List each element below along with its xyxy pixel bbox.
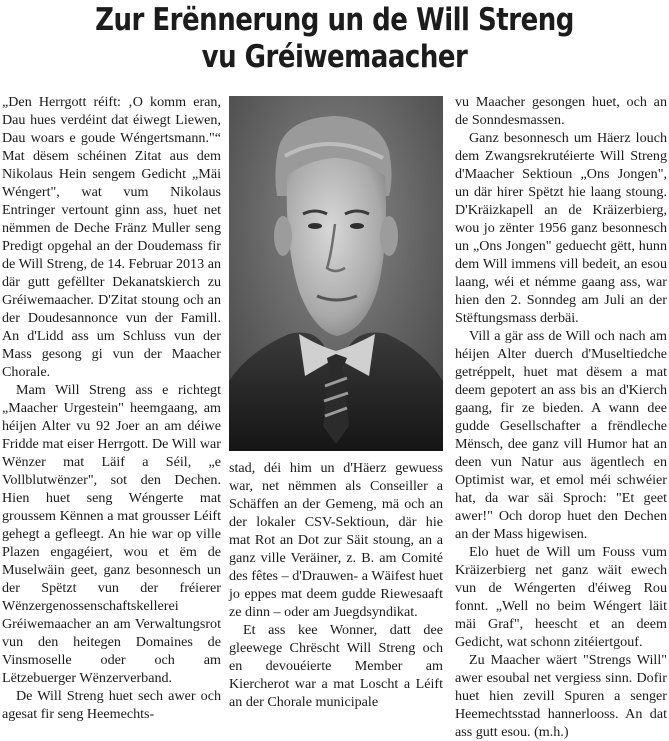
paragraph: De Will Streng huet sech awer och agesat fir seng Heemechts- <box>2 688 221 722</box>
paragraph: Elo huet de Will um Fouss vum Kräizerbierg net ganz wäit ewech vun de Wéngerten d'éiweg Rou fonnt. „Well no beim Wéngert läit mäi Graf", heescht et an deem Gedicht, wat schonn zitéiertgouf. <box>455 544 667 650</box>
paragraph: Zu Maacher wäert "Strengs Will" awer esoubal net vergiess sinn. Dofir huet hien zevill Spuren a senger Heemechtsstad hannerlooss. An dat ass gutt esou. (m.h.) <box>455 652 667 740</box>
paragraph: Vill a gär ass de Will och nach am héijen Alter duerch d'Museltiedche getréppelt, huet mat dësem a mat deem gepotert an ass bis an d'Kierch gaang, fir ze bieden. A wann dee gudde Gesellschafter a frëndleche Mënsch, dee ganz vill Humor hat an deen vun Natur aus ägentlech en Optimist war, et emol méi schwéier hat, da war säi Sproch: "Et geet awer!" Och dorop huet den Dechen an der Mass higewisen. <box>455 328 667 542</box>
title-line-2: vu Gréiwemaacher <box>201 39 468 75</box>
portrait-image <box>229 96 443 451</box>
paragraph: Et ass kee Wonner, datt dee gleewege Chrëscht Will Streng och en devouéierte Member am Kiercherot war a mat Loscht a Léift an der Chorale municipale <box>229 622 443 710</box>
paragraph: stad, déi him un d'Häerz gewuess war, net nëmmen als Conseiller a Schäffen an der Gemeng, mä och an der lokaler CSV-Sektioun, där hie mat Rot an Dot zur Säit stoung, an a ganz ville Veräiner, z. B. am Comité des fêtes – d'Drauwen- a Wäifest huet jo eppes mat deem gudde Riewesaaft ze dinn – oder am Juegdsyndikat. <box>229 460 443 620</box>
article-column-1 <box>2 93 221 722</box>
article-column-3 <box>455 93 667 740</box>
article-column-2 <box>229 459 443 713</box>
portrait-photo <box>229 96 443 451</box>
title-line-1: Zur Erënnerung un de Will Streng <box>95 2 574 38</box>
paragraph: „Den Herrgott réift: ‚O komm eran, Dau hues verdéint dat éiwegt Liewen, Dau woars e goude Wéngertsmann."“ Mat dësem schéinen Zitat aus dem Nikolaus Hein sengem Gedicht „Mäi Wéngert", wat vum Nikolaus Entringer vertount ginn ass, huet net nëmmen de Deche Fränz Muller seng Predigt opgehal an der Doudemass fir de Will Streng, de 14. Februar 2013 an där gutt gefëllter Dekanatskierch zu Gréiwemaacher. D'Zitat stoung och an der Doudesannonce vun der Famill. An d'Lidd ass um Schluss vun der Mass gesong gi vun der Maacher Chorale. <box>2 94 221 380</box>
paragraph: Mam Will Streng ass e richtegt „Maacher Urgestein" heemgaang, am héijen Alter vu 92 Joer an am déiwe Fridde mat eiser Herrgott. De Will war Wënzer mat Läif a Séil, „e Vollblutwënzer", sot den Dechen. Hien huet seng Wéngerte mat groussem Kënnen a mat grousser Léift gehegt a gefleegt. An hie war op ville Plazen engagéiert, wou et ëm de Muselwäin geet, ganz besonnesch un der Spëtzt vun der fréierer Wënzergenossenschaftskellerei Gréiwemaacher an am Verwaltungsrot vun den heitegen Domaines de Vinsmoselle oder och am Lëtzebuerger Wënzerverband. <box>2 382 221 686</box>
paragraph: Ganz besonnesch um Häerz louch dem Zwangsrekrutéierte Will Streng d'Maacher Sektioun „Ons Jongen", un där hirer Spëtzt hie laang stoung. D'Kräizkapell an de Kräizerbierg, wou jo zënter 1956 ganz besonnesch un „Ons Jongen" geduecht gëtt, hunn dem Will immens vill bedeit, an esou laang, wéi et némme gaang ass, war hien den 2. Sonndeg am Juli an der Stëftungsmass derbäi. <box>455 130 667 326</box>
article-title <box>54 2 616 76</box>
paragraph: vu Maacher gesongen huet, och an de Sonndesmassen. <box>455 94 667 128</box>
